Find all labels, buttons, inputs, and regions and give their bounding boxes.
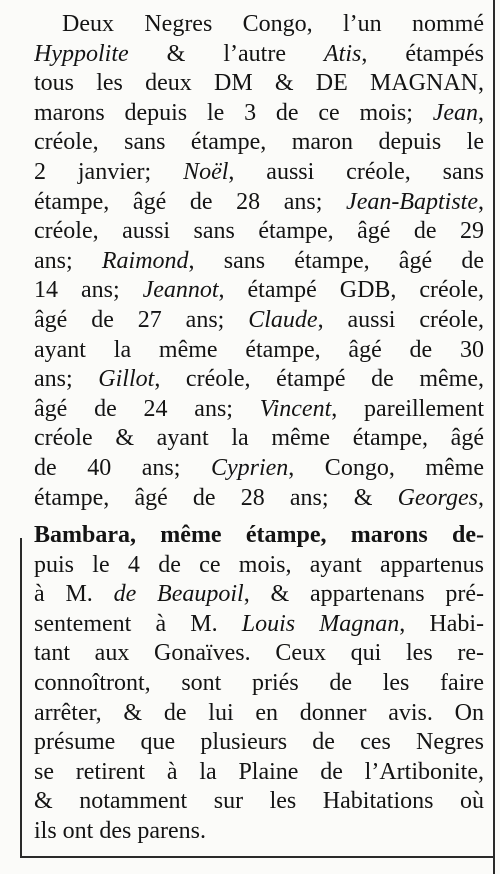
notice-line: Deux Negres Congo, l’un nommé xyxy=(62,11,484,37)
person-name: Jean xyxy=(432,99,478,126)
person-name: Louis Magnan xyxy=(241,610,400,637)
bottom-border-rule xyxy=(20,856,493,858)
notice-line: ayant la même étampe, âgé de 30 xyxy=(34,336,484,363)
left-border-rule xyxy=(20,538,22,856)
person-name: Claude xyxy=(248,306,318,333)
notice-line: Hyppolite & l’autre Atis, étampés xyxy=(34,40,484,67)
notice-line: étampe, âgé de 28 ans; & Georges, xyxy=(34,484,484,511)
person-name: Hyppolite xyxy=(34,40,129,67)
notice-line: tant aux Gonaïves. Ceux qui les re- xyxy=(34,640,484,667)
notice-line: arrêter, & de lui en donner avis. On xyxy=(34,699,484,726)
notice-line: de 40 ans; Cyprien, Congo, même xyxy=(34,454,484,481)
notice-line: créole, sans étampe, maron depuis le xyxy=(34,129,484,156)
person-name: Jean-Baptiste xyxy=(346,188,478,215)
person-name: de Beaupoil xyxy=(113,581,244,608)
notice-line: étampe, âgé de 28 ans; Jean-Baptiste, xyxy=(34,188,484,215)
notice-line: âgé de 27 ans; Claude, aussi créole, xyxy=(34,306,484,333)
person-name: Vincent xyxy=(259,395,332,422)
notice-line: sentement à M. Louis Magnan, Habi- xyxy=(34,610,484,637)
notice-line: connoîtront, sont priés de les faire xyxy=(34,670,484,697)
person-name: Atis xyxy=(324,40,362,67)
right-border-rule xyxy=(493,0,495,874)
notice-line: âgé de 24 ans; Vincent, pareillement xyxy=(34,395,484,422)
notice-line: présume que plusieurs de ces Negres xyxy=(34,729,484,756)
notice-line: 14 ans; Jeannot, étampé GDB, créole, xyxy=(34,277,484,304)
notice-line: marons depuis le 3 de ce mois; Jean, xyxy=(34,99,484,126)
notice-line: ils ont des parens. xyxy=(34,818,206,845)
person-name: Jeannot xyxy=(142,277,219,304)
notice-line: à M. de Beaupoil, & appartenans pré- xyxy=(34,581,484,608)
column-break-gap xyxy=(34,513,484,521)
notice-line: Bambara, même étampe, marons de- xyxy=(34,522,484,549)
person-name: Georges xyxy=(397,484,478,511)
person-name: Raimond xyxy=(101,247,189,274)
person-name: Noël xyxy=(183,158,229,185)
notice-line: & notamment sur les Habitations où xyxy=(34,788,484,815)
notice-line: créole & ayant la même étampe, âgé xyxy=(34,425,484,452)
runaway-notice xyxy=(34,10,484,847)
notice-line: ans; Gillot, créole, étampé de même, xyxy=(34,366,484,393)
person-name: Cyprien xyxy=(210,454,289,481)
notice-line: créole, aussi sans étampe, âgé de 29 xyxy=(34,218,484,245)
notice-line: tous les deux DM & DE MAGNAN, xyxy=(34,70,484,97)
notice-line: ans; Raimond, sans étampe, âgé de xyxy=(34,247,484,274)
person-name: Gillot xyxy=(98,366,155,393)
notice-line: 2 janvier; Noël, aussi créole, sans xyxy=(34,158,484,185)
notice-line: se retirent à la Plaine de l’Artibonite, xyxy=(34,758,484,785)
notice-line: puis le 4 de ce mois, ayant appartenus xyxy=(34,551,484,578)
